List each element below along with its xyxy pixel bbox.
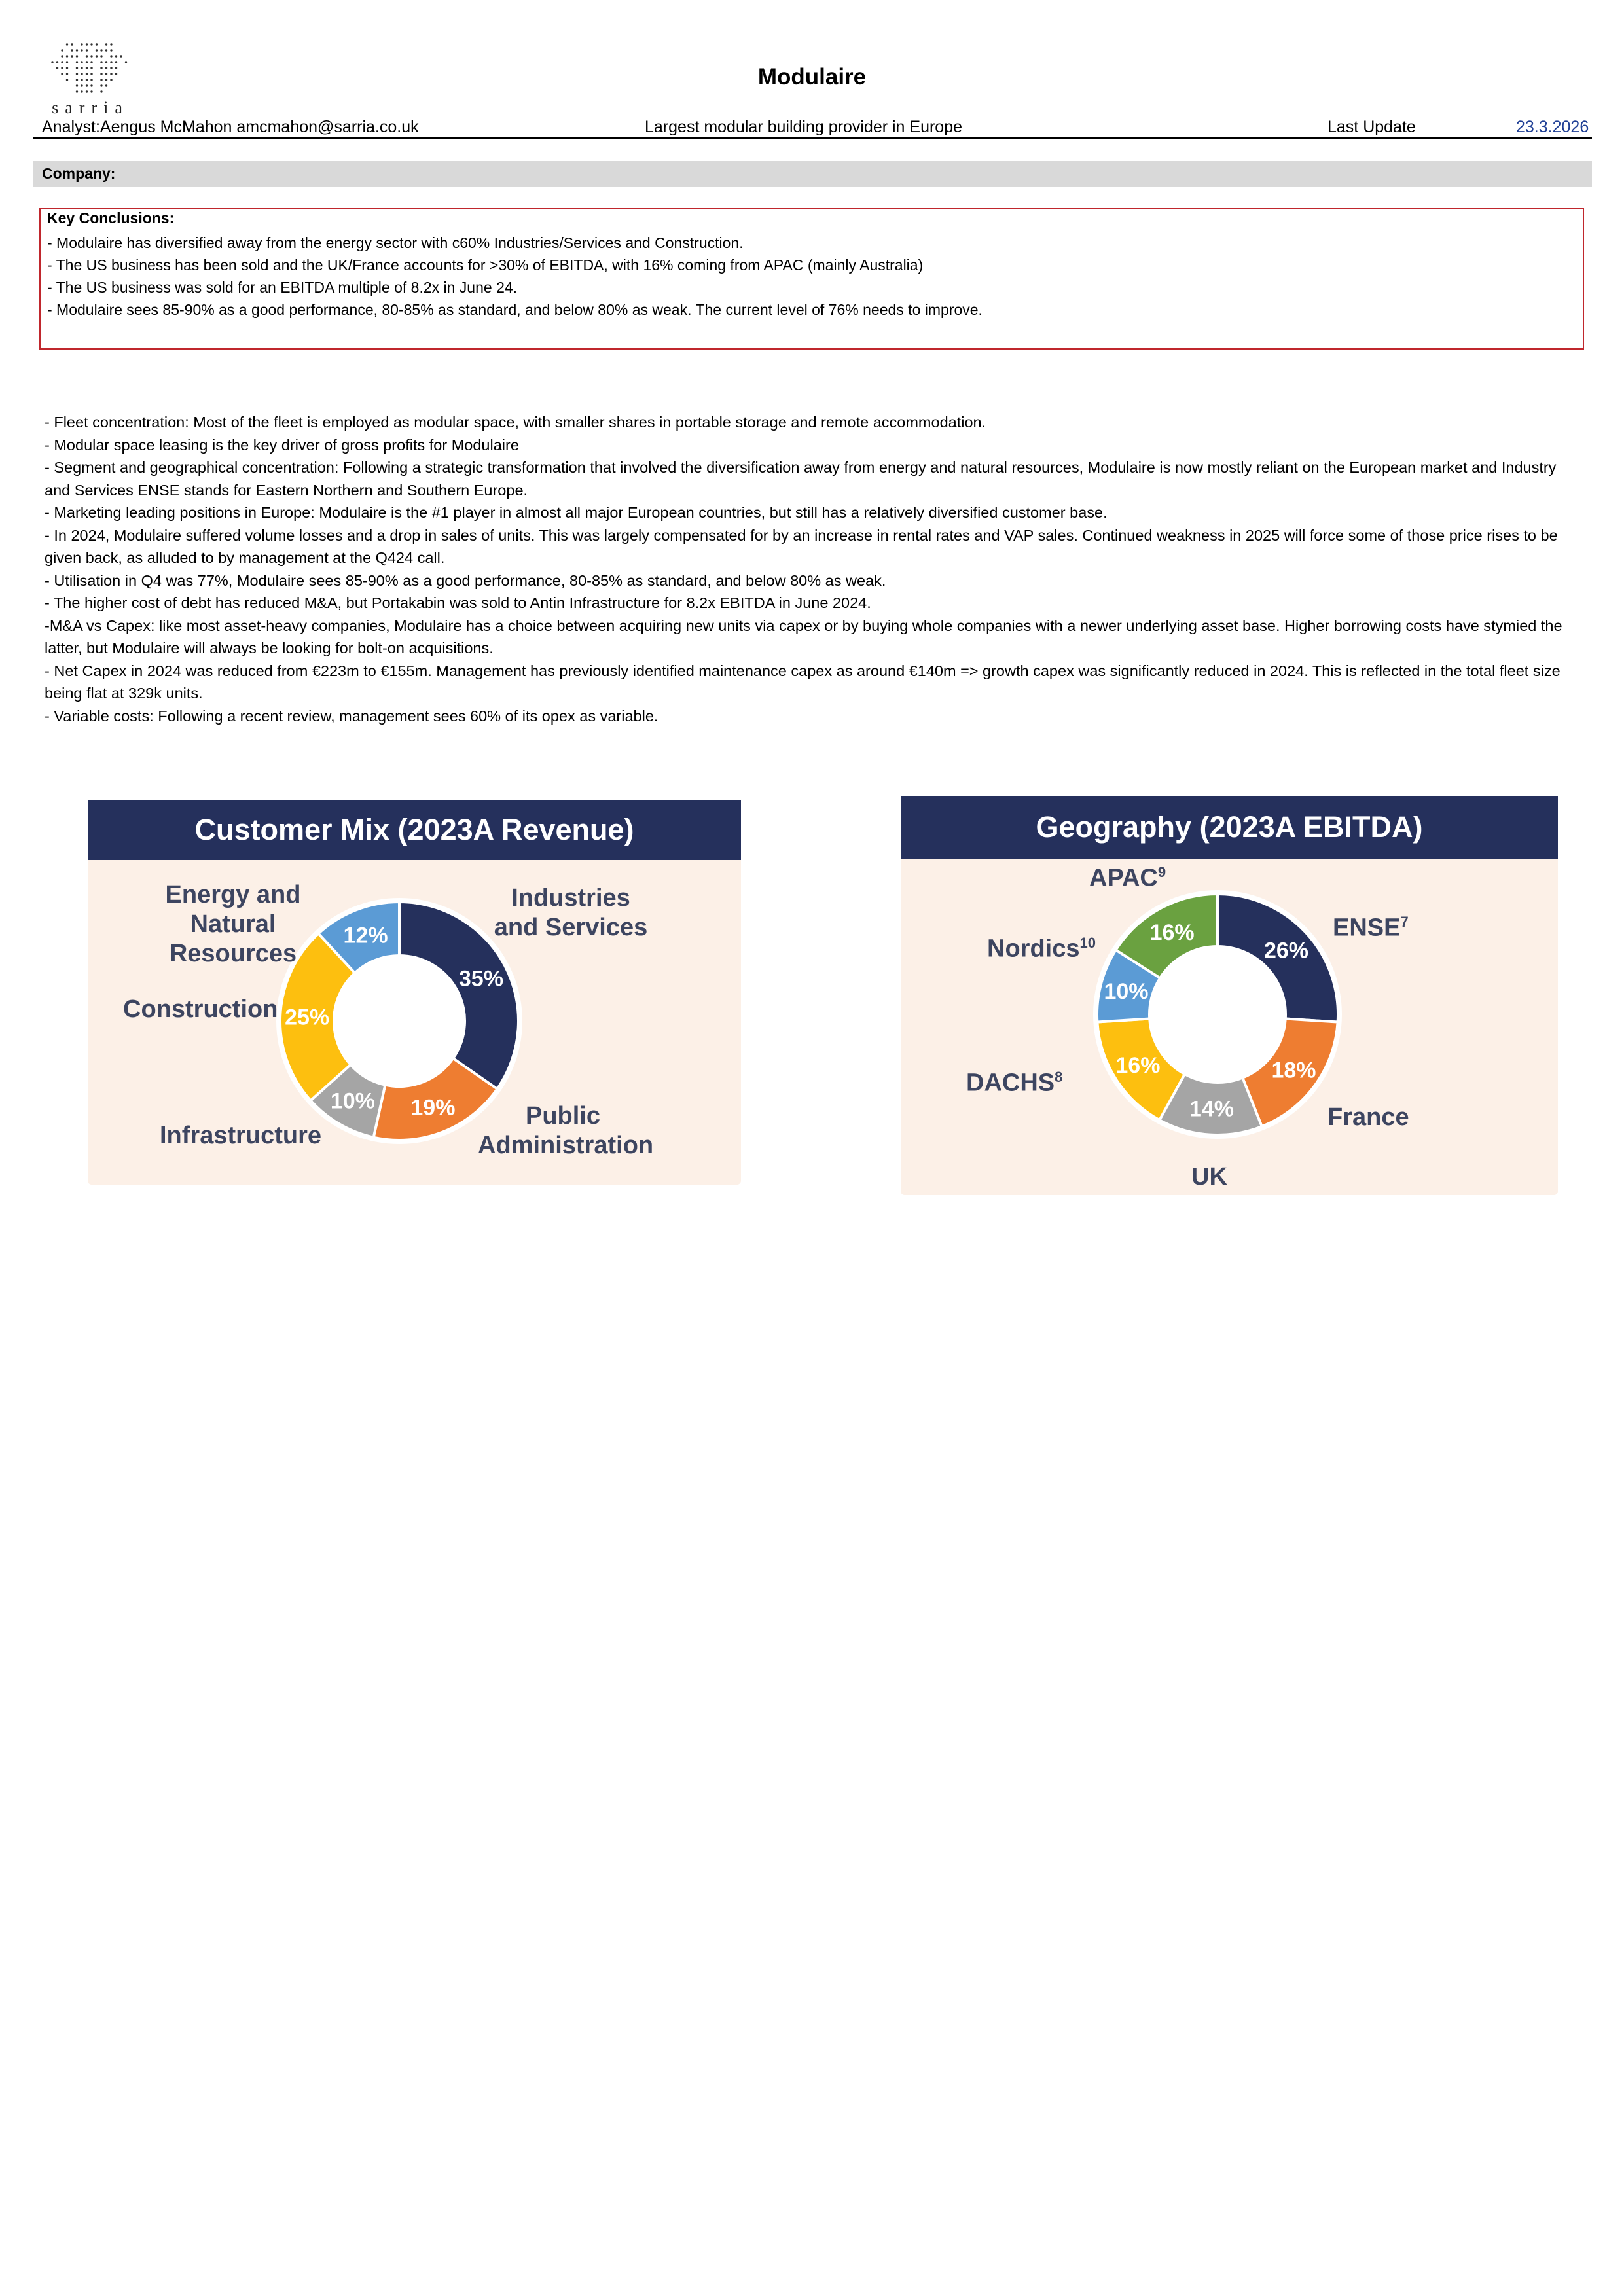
logo-dot — [76, 55, 78, 57]
header-divider — [33, 137, 1592, 139]
analysis-line: - Variable costs: Following a recent review, management sees 60% of its opex as variable. — [45, 707, 659, 725]
logo-dot — [96, 55, 98, 57]
logo-dot — [51, 61, 53, 63]
key-conclusions-list — [47, 232, 1579, 321]
analysis-line: - Net Capex in 2024 was reduced from €223m to €155m. Management has previously identified maintenance capex as around €140m => growth capex was significantly reduced in 2024. This is reflected in the total fleet size being flat at 329k units. — [45, 662, 1561, 702]
logo-dot — [90, 43, 92, 45]
logo-dot — [71, 43, 73, 45]
logo-dot — [100, 49, 102, 51]
logo-dot — [66, 55, 68, 57]
label-ense-name: ENSE — [1333, 914, 1401, 942]
logo-dot — [125, 61, 127, 63]
label-apac-name: APAC — [1089, 864, 1158, 892]
logo-dot — [105, 43, 107, 45]
label-industries-line1: Industries — [511, 884, 630, 912]
logo-dot — [81, 49, 82, 51]
footnote-apac: 9 — [1157, 864, 1166, 880]
analyst-info: Analyst:Aengus McMahon amcmahon@sarria.co.uk — [42, 118, 419, 136]
logo-dot — [110, 49, 112, 51]
geography-donut — [1087, 877, 1348, 1152]
label-industries — [492, 884, 649, 942]
logo-dot — [86, 43, 88, 45]
label-public-line1: Public — [525, 1102, 601, 1130]
label-nordics — [987, 928, 1096, 964]
logo-dot — [76, 61, 78, 63]
logo-dot — [100, 90, 102, 92]
customer-mix-value-label: 35% — [458, 966, 503, 992]
label-energy — [122, 880, 344, 969]
logo-dot — [100, 61, 102, 63]
logo-dot — [90, 90, 92, 92]
label-infrastructure — [160, 1121, 321, 1151]
label-uk — [1191, 1162, 1227, 1192]
logo-dot — [86, 90, 88, 92]
logo-dot — [61, 55, 63, 57]
logo-dot — [105, 49, 107, 51]
logo-dot — [81, 90, 82, 92]
logo-dot — [86, 55, 88, 57]
last-update-date: 23.3.2026 — [1516, 118, 1589, 136]
footnote-dachs: 8 — [1055, 1069, 1063, 1085]
customer-mix-value-label: 10% — [330, 1088, 375, 1114]
company-bar — [33, 161, 1592, 187]
label-dachs — [966, 1062, 1062, 1098]
logo-dot — [66, 43, 68, 45]
page-title: Modulaire — [757, 64, 867, 90]
label-apac — [1089, 857, 1166, 893]
logo-dot — [61, 49, 63, 51]
analysis-line: - Modular space leasing is the key driver of gross profits for Modulaire — [45, 436, 519, 454]
logo-dot — [71, 55, 73, 57]
logo-dot — [96, 43, 98, 45]
label-energy-line1: Energy and Natural — [165, 881, 301, 938]
geography-value-label: 18% — [1271, 1058, 1316, 1083]
logo-dot — [110, 55, 112, 57]
logo-dot — [56, 61, 58, 63]
logo-dot — [66, 61, 68, 63]
analysis-notes — [45, 411, 1576, 727]
logo-dot — [110, 61, 112, 63]
footnote-ense: 7 — [1400, 914, 1409, 930]
label-nordics-name: Nordics — [987, 935, 1080, 963]
logo-dot — [120, 55, 122, 57]
logo-dot — [115, 61, 117, 63]
key-conclusion-line: - The US business has been sold and the UK/France accounts for >30% of EBITDA, with 16% coming from APAC (mainly Australia) — [47, 257, 924, 274]
label-dachs-name: DACHS — [966, 1069, 1055, 1097]
analysis-line: -M&A vs Capex: like most asset-heavy companies, Modulaire has a choice between acquiring new units via capex or by buying whole companies with a newer underlying asset base. Higher borrowing costs have stymied the latter, but Modulaire will always be looking for bolt-on acquisitions. — [45, 617, 1562, 656]
label-public-line2: Administration — [478, 1132, 654, 1159]
last-update-label: Last Update — [1327, 118, 1416, 136]
label-ense — [1333, 907, 1409, 943]
analysis-line: - Segment and geographical concentration: Following a strategic transformation that involved the diversification away from energy and natural resources, Modulaire is now mostly reliant on the European market and Industry and Services ENSE stands for Eastern Northern and Southern Europe. — [45, 459, 1557, 499]
logo-dot — [76, 49, 78, 51]
customer-mix-value-label: 12% — [343, 923, 388, 948]
label-infrastructure-line1: Infrastructure — [160, 1122, 322, 1149]
geography-value-label: 10% — [1104, 979, 1149, 1005]
logo-dot — [115, 55, 117, 57]
key-conclusions-title: Key Conclusions: — [47, 209, 175, 226]
geography-value-label: 26% — [1263, 938, 1309, 963]
logo-dot — [86, 61, 88, 63]
geography-title: Geography (2023A EBITDA) — [901, 796, 1558, 859]
label-france-name: France — [1327, 1103, 1409, 1131]
company-label: Company: — [42, 165, 116, 182]
logo-dot — [105, 61, 107, 63]
analysis-line: - Fleet concentration: Most of the fleet is employed as modular space, with smaller shares in portable storage and remote accommodation. — [45, 414, 986, 431]
footnote-nordics: 10 — [1079, 935, 1096, 951]
key-conclusion-line: - Modulaire has diversified away from the energy sector with c60% Industries/Services and Construction. — [47, 234, 744, 251]
analysis-line: - Utilisation in Q4 was 77%, Modulaire sees 85-90% as a good performance, 80-85% as standard, and below 80% as weak. — [45, 571, 886, 589]
key-conclusion-line: - The US business was sold for an EBITDA multiple of 8.2x in June 24. — [47, 279, 518, 296]
analysis-line: - The higher cost of debt has reduced M&A, but Portakabin was sold to Antin Infrastructure for 8.2x EBITDA in June 2024. — [45, 594, 871, 611]
key-conclusion-line: - Modulaire sees 85-90% as a good performance, 80-85% as standard, and below 80% as weak. The current level of 76% needs to improve. — [47, 301, 983, 318]
geography-value-label: 16% — [1115, 1053, 1161, 1079]
logo-dot — [76, 90, 78, 92]
logo-dot — [71, 49, 73, 51]
logo-dot — [61, 61, 63, 63]
analysis-line: - In 2024, Modulaire suffered volume losses and a drop in sales of units. This was largely compensated for by an increase in rental rates and VAP sales. Continued weakness in 2025 will force some of those price rises to be given back, as alluded to by management at the Q424 call. — [45, 526, 1558, 566]
logo-dot — [81, 61, 82, 63]
customer-mix-title: Customer Mix (2023A Revenue) — [88, 800, 741, 860]
analysis-line: - Marketing leading positions in Europe: Modulaire is the #1 player in almost all major European countries, but still has a relatively diversified customer base. — [45, 504, 1108, 521]
label-public — [478, 1102, 654, 1160]
company-tagline: Largest modular building provider in Europe — [645, 118, 963, 136]
customer-mix-value-label: 19% — [410, 1095, 456, 1121]
label-construction — [123, 995, 278, 1024]
logo-dot — [110, 43, 112, 45]
logo-dot — [86, 49, 88, 51]
label-industries-line2: and Services — [494, 914, 648, 941]
geography-value-label: 16% — [1149, 920, 1195, 945]
label-uk-name: UK — [1191, 1163, 1227, 1191]
logo-text: sarria — [52, 98, 129, 117]
logo-dot — [90, 61, 92, 63]
label-energy-line2: Resources — [169, 940, 297, 967]
label-france — [1327, 1103, 1409, 1132]
logo-dot — [100, 55, 102, 57]
logo-dot — [81, 43, 82, 45]
logo-dot — [96, 49, 98, 51]
geography-value-label: 14% — [1189, 1096, 1234, 1122]
customer-mix-value-label: 25% — [285, 1005, 330, 1030]
label-construction-line1: Construction — [123, 996, 278, 1023]
logo-dot — [90, 55, 92, 57]
